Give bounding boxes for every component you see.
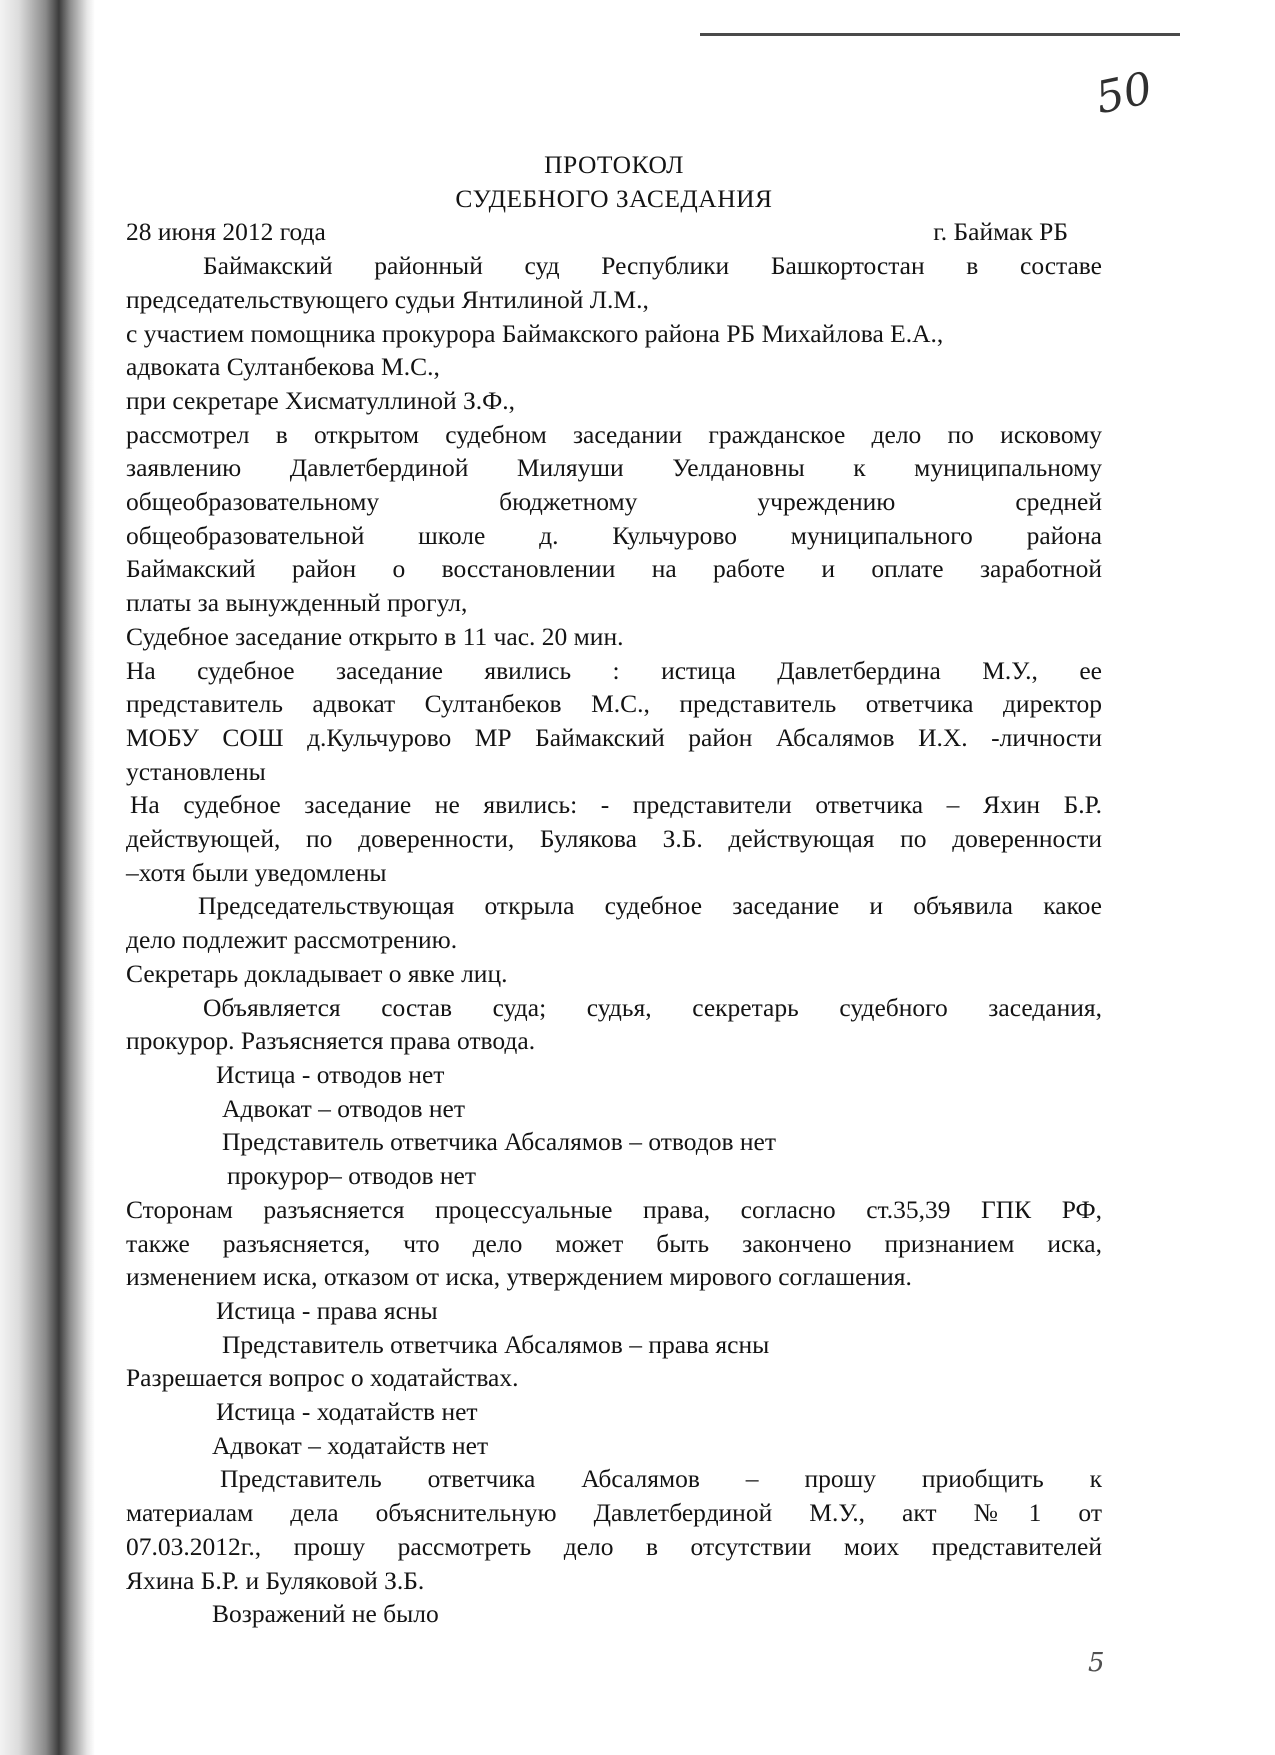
scan-shadow-edge [0, 0, 95, 1755]
defendant-motion-line-4: Яхина Б.Р. и Буляковой З.Б. [126, 1565, 425, 1595]
chair-opened-line-1: Председательствующая открыла судебное заседание и объявила какое [198, 891, 1102, 921]
rights-clear-plaintiff: Истица - права ясны [216, 1295, 438, 1325]
case-description-line-4: общеобразовательной школе д. Кульчурово муниципального района [126, 520, 1102, 550]
challenge-prosecutor: прокурор– отводов нет [227, 1161, 476, 1191]
appeared-line-1: На судебное заседание явились : истица Давлетбердина М.У., ее [126, 655, 1102, 685]
title-line-protocol: ПРОТОКОЛ [544, 150, 684, 179]
chair-opened-line-2: дело подлежит рассмотрению. [126, 925, 458, 955]
case-description-line-5: Баймакский район о восстановлении на работе и оплате заработной [126, 554, 1102, 584]
secretary-reports-line: Секретарь докладывает о явке лиц. [126, 958, 508, 988]
no-objections-line: Возражений не было [212, 1599, 439, 1629]
court-composition-line-1: Баймакский районный суд Республики Башкортостан в составе [203, 251, 1102, 281]
rights-explained-line-2: также разъясняется, что дело может быть закончено признанием иска, [126, 1228, 1102, 1258]
handwritten-sheet-number: 5 [1088, 1648, 1105, 1678]
defendant-motion-line-2: материалам дела объяснительную Давлетбердиной М.У., акт №1 от [126, 1498, 1102, 1528]
not-appeared-line-2: действующей, по доверенности, Булякова З.Б. действующая по доверенности [126, 824, 1102, 854]
prosecutor-line: с участием помощника прокурора Баймакского района РБ Михайлова Е.А., [126, 318, 944, 348]
top-rule-line [700, 33, 1180, 36]
protocol-document [126, 148, 1102, 1631]
motion-plaintiff: Истица - ходатайств нет [216, 1397, 478, 1427]
composition-announced-line-1: Объявляется состав суда; судья, секретарь судебного заседания, [203, 992, 1102, 1022]
advocate-line: адвоката Султанбекова М.С., [126, 352, 440, 382]
appeared-line-3: МОБУ СОШ д.Кульчурово МР Баймакский район Абсалямов И.Х. -личности [126, 722, 1102, 752]
session-date: 28 июня 2012 года [126, 217, 326, 247]
case-description-line-2: заявлению Давлетбердиной Миляуши Уелдановны к муниципальному [126, 453, 1102, 483]
secretary-line: при секретаре Хисматуллиной З.Ф., [126, 385, 516, 415]
court-composition-line-2: председательствующего судьи Янтилиной Л.М., [126, 284, 649, 314]
not-appeared-line-3: –хотя были уведомлены [126, 857, 387, 887]
composition-announced-line-2: прокурор. Разъясняется права отвода. [126, 1026, 536, 1056]
rights-explained-line-1: Сторонам разъясняется процессуальные права, согласно ст.35,39 ГПК РФ, [126, 1194, 1102, 1224]
rights-explained-line-3: изменением иска, отказом от иска, утверждением мирового соглашения. [126, 1262, 912, 1292]
handwritten-page-number: 50 [1091, 62, 1157, 125]
case-description-line-6: платы за вынужденный прогул, [126, 588, 468, 618]
case-description-line-3: общеобразовательному бюджетному учреждению средней [126, 487, 1102, 517]
session-opened-line: Судебное заседание открыто в 11 час. 20 мин. [126, 621, 624, 651]
title-line-court-session: СУДЕБНОГО ЗАСЕДАНИЯ [455, 183, 773, 213]
appeared-line-2: представитель адвокат Султанбеков М.С., представитель ответчика директор [126, 689, 1102, 719]
defendant-motion-line-3: 07.03.2012г., прошу рассмотреть дело в отсутствии моих представителей [126, 1531, 1102, 1561]
challenge-defendant-rep: Представитель ответчика Абсалямов – отводов нет [222, 1127, 777, 1157]
motions-question-line: Разрешается вопрос о ходатайствах. [126, 1363, 519, 1393]
document-title [126, 148, 1102, 215]
not-appeared-line-1: На судебное заседание не явились: - представители ответчика – Яхин Б.Р. [130, 790, 1102, 820]
motion-advocate: Адвокат – ходатайств нет [212, 1430, 489, 1460]
session-place: г. Баймак РБ [933, 217, 1068, 247]
date-place-line [126, 215, 1102, 249]
challenge-plaintiff: Истица - отводов нет [216, 1059, 445, 1089]
rights-clear-defendant-rep: Представитель ответчика Абсалямов – права ясны [222, 1329, 770, 1359]
defendant-motion-line-1: Представитель ответчика Абсалямов – прошу приобщить к [220, 1464, 1102, 1494]
appeared-line-4: установлены [126, 756, 266, 786]
challenge-advocate: Адвокат – отводов нет [222, 1093, 465, 1123]
case-description-line-1: рассмотрел в открытом судебном заседании гражданское дело по исковому [126, 419, 1102, 449]
